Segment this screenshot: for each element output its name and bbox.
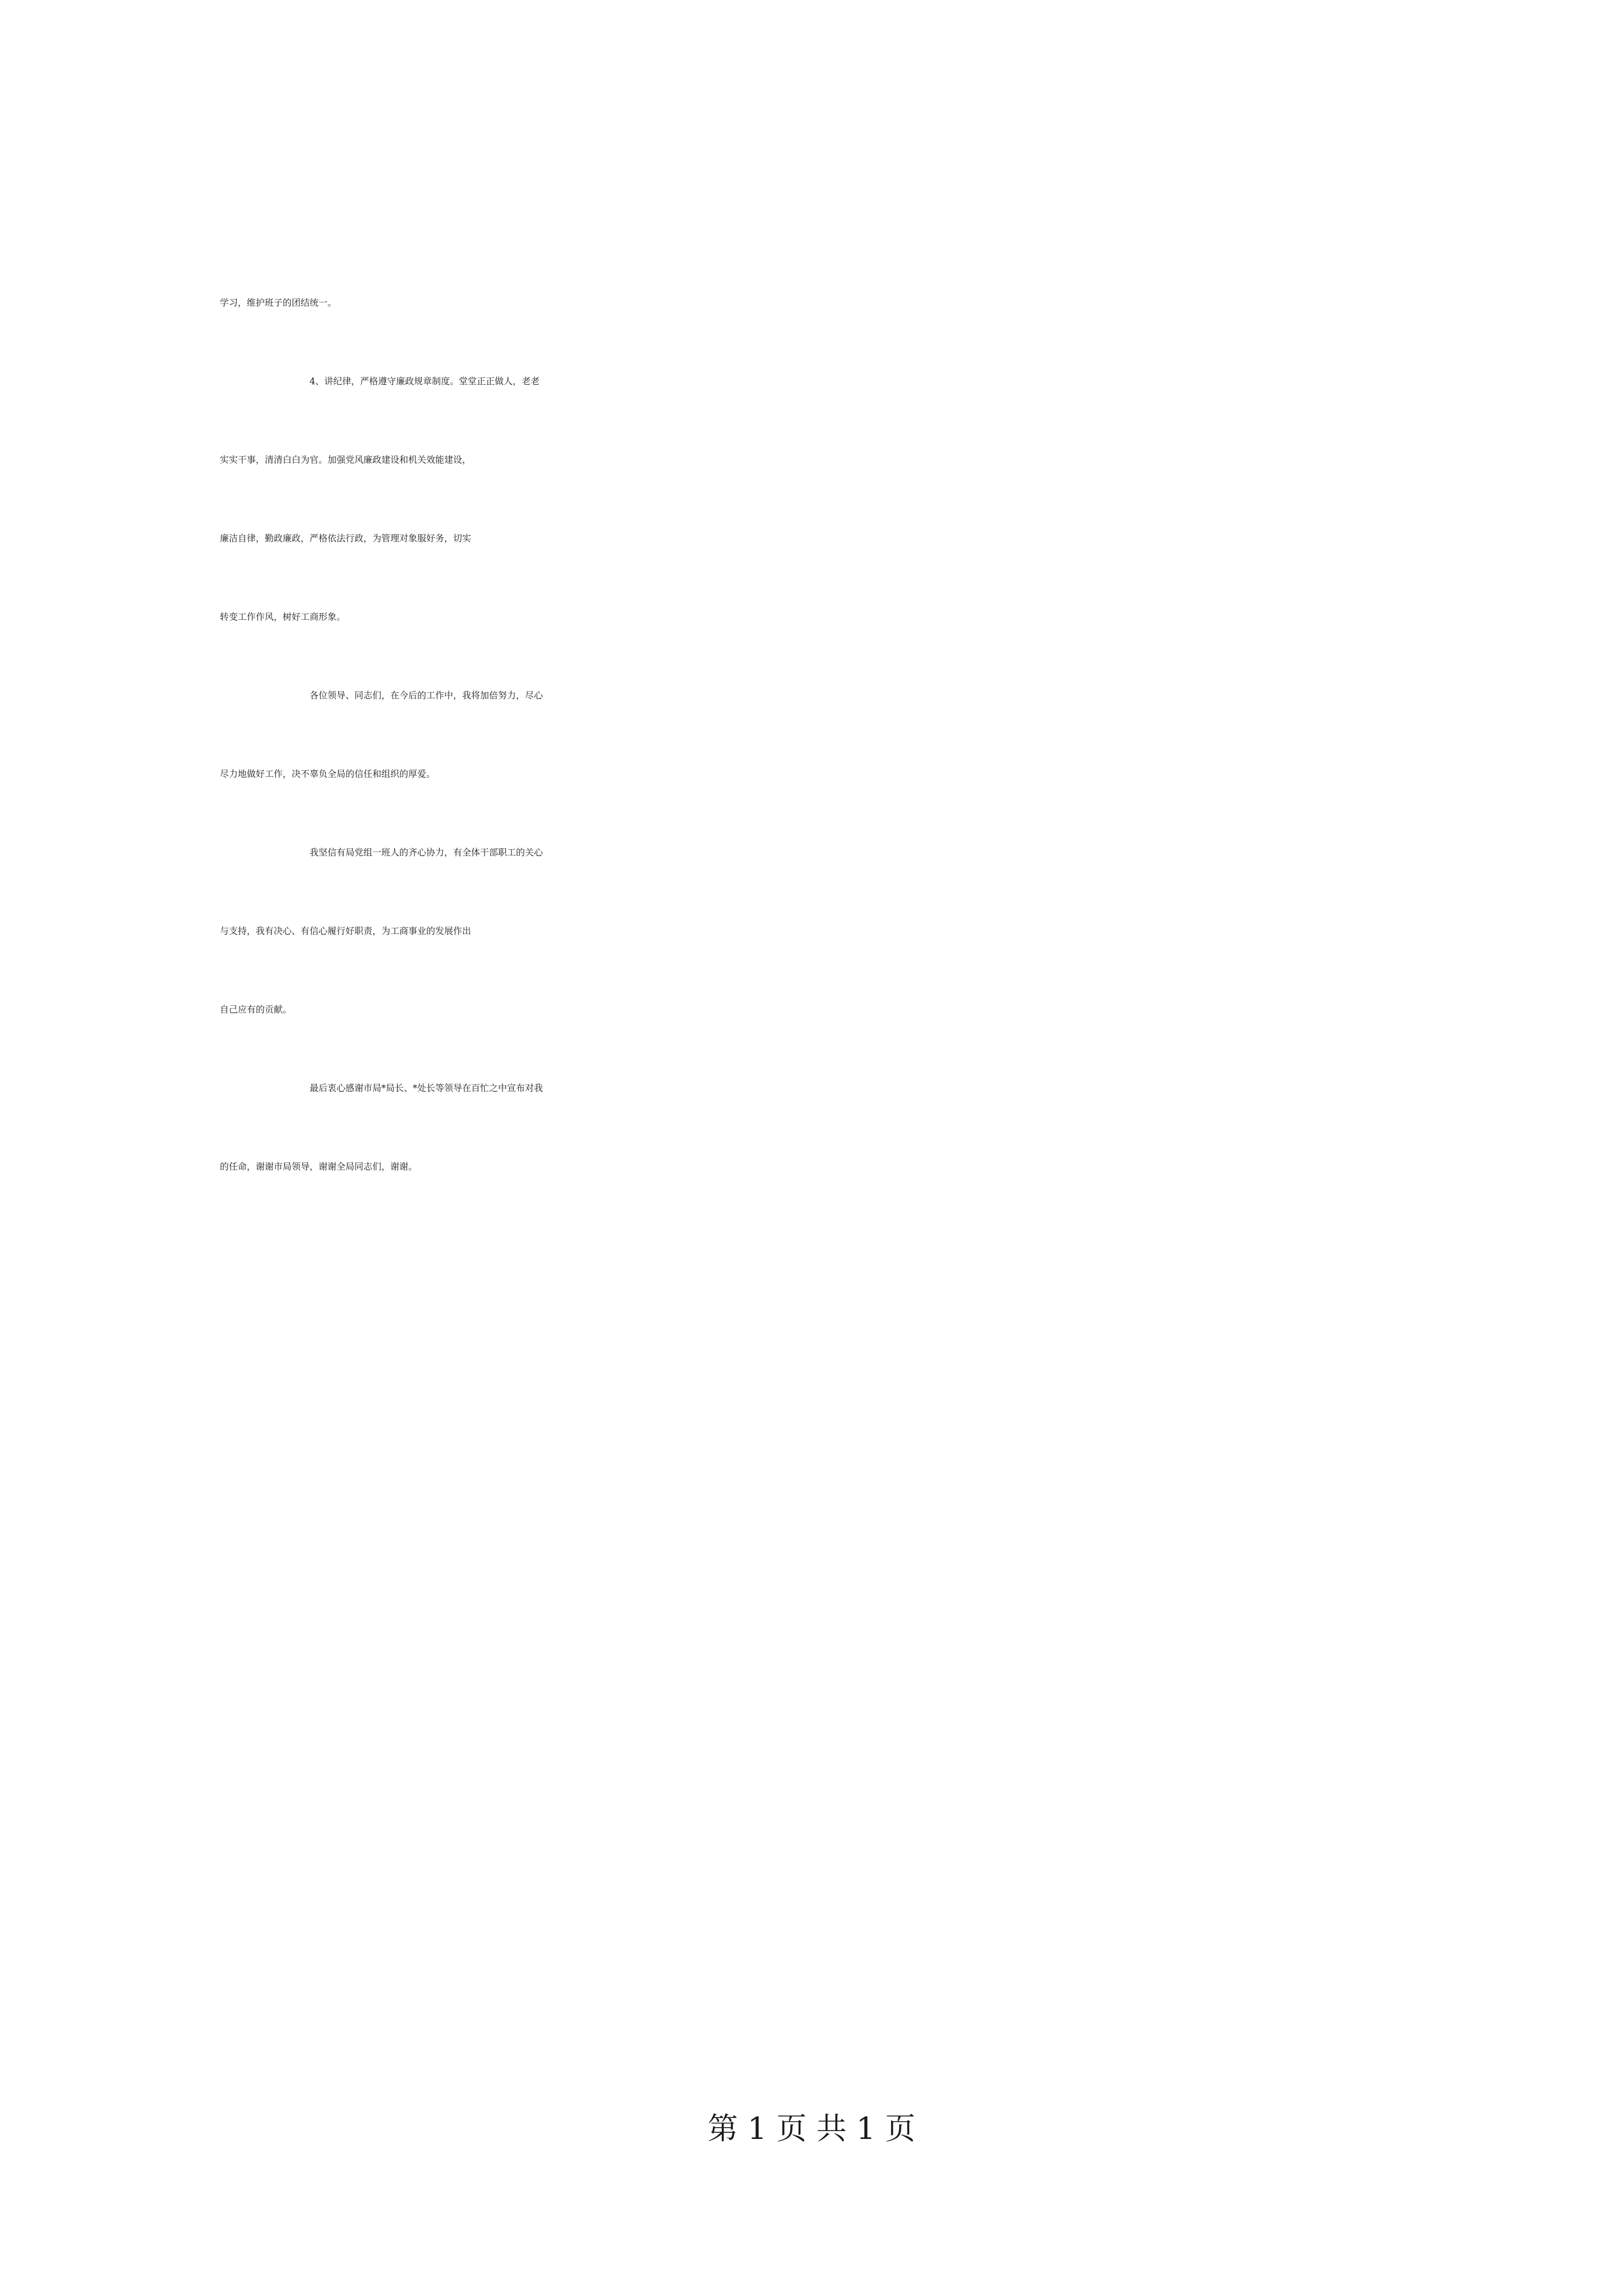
text-line: 廉洁自律，勤政廉政，严格依法行政，为管理对象服好务，切实 xyxy=(220,533,472,544)
text-line: 的任命，谢谢市局领导，谢谢全局同志们，谢谢。 xyxy=(220,1161,418,1172)
text-line: 自己应有的贡献。 xyxy=(220,1004,292,1015)
text-line: 4、讲纪律，严格遵守廉政规章制度。堂堂正正做人，老老 xyxy=(310,376,540,386)
text-line: 尽力地做好工作，决不辜负全局的信任和组织的厚爱。 xyxy=(220,769,436,779)
text-line: 学习，维护班子的团结统一。 xyxy=(220,297,337,308)
text-line: 实实干事，清清白白为官。加强党风廉政建设和机关效能建设， xyxy=(220,454,472,465)
page-footer: 第 1 页 共 1 页 xyxy=(707,2111,916,2146)
text-line: 各位领导、同志们，在今后的工作中，我将加倍努力，尽心 xyxy=(310,690,543,701)
text-line: 与支持，我有决心、有信心履行好职责，为工商事业的发展作出 xyxy=(220,926,472,936)
text-line: 转变工作作风，树好工商形象。 xyxy=(220,611,346,622)
text-line: 我坚信有局党组一班人的齐心协力，有全体干部职工的关心 xyxy=(310,847,543,858)
body-text xyxy=(220,264,1431,1206)
text-line: 最后衷心感谢市局*局长、*处长等领导在百忙之中宣布对我 xyxy=(310,1083,543,1093)
